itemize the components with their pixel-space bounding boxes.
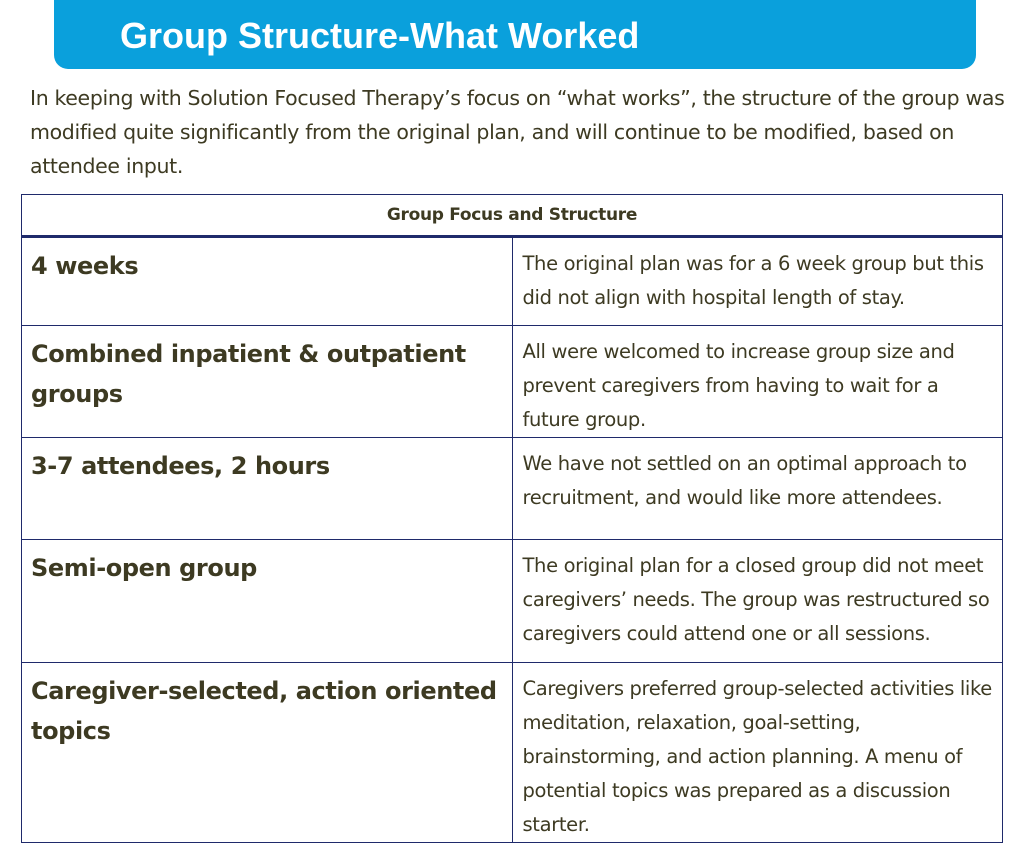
table-header: Group Focus and Structure	[22, 195, 1003, 237]
row-label: Caregiver-selected, action oriented topics	[22, 663, 513, 843]
table-header-row	[22, 195, 1003, 237]
table-row	[22, 438, 1003, 540]
row-label: Combined inpatient & outpatient groups	[22, 326, 513, 438]
table-row	[22, 663, 1003, 843]
row-description: We have not settled on an optimal approach to recruitment, and would like more attendees.	[512, 438, 1003, 540]
row-label: 4 weeks	[22, 237, 513, 326]
title-bar	[54, 0, 976, 69]
table-row	[22, 237, 1003, 326]
row-description: All were welcomed to increase group size and prevent caregivers from having to wait for a future group.	[512, 326, 1003, 438]
table-row	[22, 326, 1003, 438]
row-label: Semi-open group	[22, 540, 513, 663]
row-description: Caregivers preferred group-selected activities like meditation, relaxation, goal-setting, brainstorming, and action planning. A menu of potential topics was prepared as a discussion starter.	[512, 663, 1003, 843]
table-row	[22, 540, 1003, 663]
row-description: The original plan for a closed group did not meet caregivers’ needs. The group was restructured so caregivers could attend one or all sessions.	[512, 540, 1003, 663]
slide-title: Group Structure-What Worked	[120, 15, 640, 56]
group-structure-table	[21, 194, 1003, 843]
row-label: 3-7 attendees, 2 hours	[22, 438, 513, 540]
row-description: The original plan was for a 6 week group but this did not align with hospital length of stay.	[512, 237, 1003, 326]
intro-paragraph: In keeping with Solution Focused Therapy’s focus on “what works”, the structure of the group was modified quite significantly from the original plan, and will continue to be modified, based on attendee input.	[30, 86, 1005, 178]
